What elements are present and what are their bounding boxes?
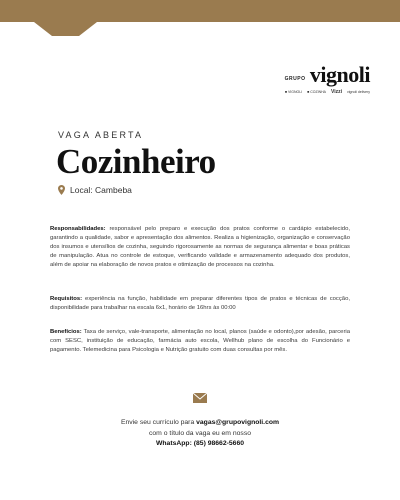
brand-vignoli: ■ VIGNOLI	[284, 90, 303, 94]
job-title: Cozinheiro	[56, 142, 216, 181]
brand-cozinha: ■ COZINHA	[307, 90, 326, 94]
logo-name-text: vignoli	[309, 62, 370, 87]
map-pin-icon	[58, 185, 65, 195]
section-responsabilidades	[50, 225, 350, 270]
brand-delivery: vignoli delivery	[347, 90, 370, 94]
job-location	[58, 185, 132, 195]
responsabilidades-text: responsável pelo preparo e execução dos pratos conforme o cardápio estabelecido, garantindo a qualidade, sabor e apresentação dos alimentos. Realiza a higienização, organização e conservação dos insumos e utensílios de cozinha, seguindo rigorosamente as normas de segurança alimentar e boas práticas de manipulação. Atua no controle de estoque, verificando validade e armazenamento adequado dos produtos, além de apoiar na elaboração de novos pratos e otimização de processos na cozinha.	[50, 226, 350, 268]
contact-block	[0, 418, 400, 450]
beneficios-text: Taxa de serviço, vale-transporte, alimentação no local, planos (saúde e odonto),por adesão, parceria com SESC, instituição de educação, farmácia auto escola, Wellhub plano de escolha do Funcionário e pagamento. Telemedicina para Psicologia e Nutrição gratuito com duas consultas por mês.	[50, 329, 350, 353]
envelope-icon	[193, 393, 207, 403]
contact-whatsapp[interactable]: WhatsApp: (85) 98662-5660	[155, 440, 244, 448]
contact-email-link[interactable]: vagas@grupovignoli.com	[196, 419, 280, 426]
location-label: Local: Cambeba	[70, 185, 132, 195]
contact-line-2: com o título da vaga eu em nosso	[148, 429, 251, 437]
section-requisitos	[50, 295, 350, 313]
contact-prefix: Envie seu currículo para	[120, 419, 197, 426]
contact-line-1	[0, 418, 400, 429]
requisitos-heading: Requisitos:	[50, 296, 83, 302]
header-band	[0, 0, 400, 36]
requisitos-text: experiência na função, habilidade em preparar diferentes tipos de pratos e técnicas de cocção, disponibilidade para trabalhar na escala 6x1, horário de 16hrs às 00:00	[50, 296, 350, 311]
grupo-vignoli-logo	[250, 64, 370, 95]
section-beneficios	[50, 328, 350, 355]
beneficios-heading: Benefícios:	[50, 329, 82, 335]
logo-brands	[250, 89, 370, 95]
logo-grupo-text: GRUPO	[284, 76, 306, 82]
responsabilidades-heading: Responsabilidades:	[50, 226, 106, 232]
job-kicker: VAGA ABERTA	[58, 130, 144, 140]
brand-vizzi: Vizzi	[331, 89, 343, 95]
